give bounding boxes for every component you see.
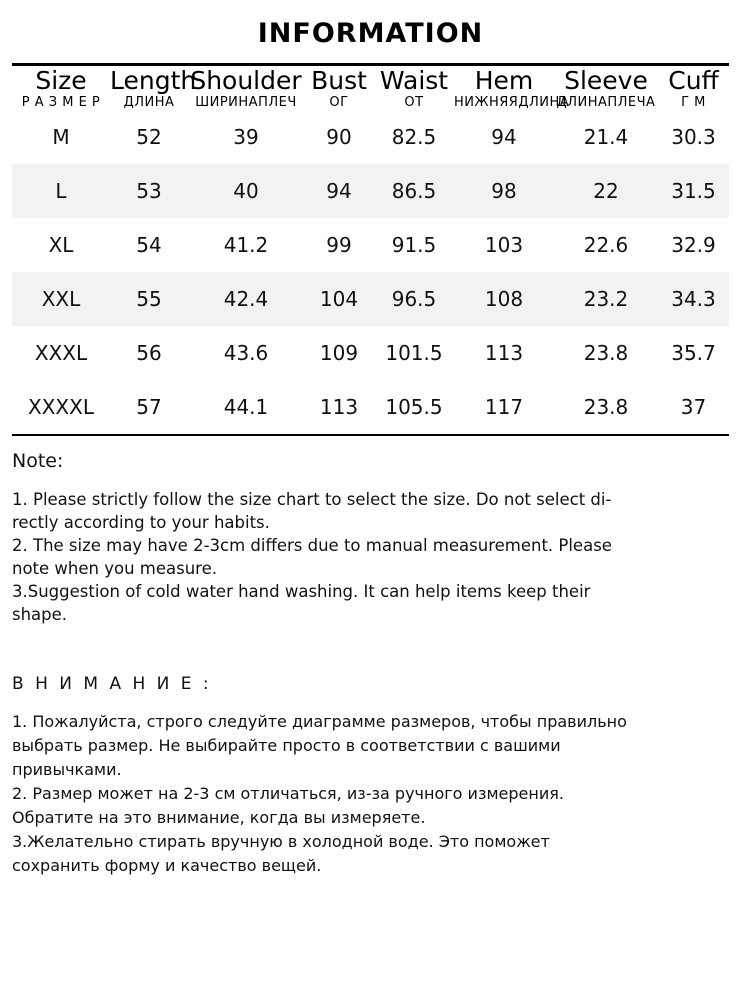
header-shoulder-ru: ШИРИНАПЛЕЧ (195, 95, 297, 110)
header-sleeve-en: Sleeve (564, 66, 648, 95)
cell-waist: 96.5 (391, 287, 437, 311)
cell-cuff: 37 (680, 395, 707, 419)
cell-shoulder: 41.2 (223, 233, 269, 257)
header-length-en: Length (110, 66, 197, 95)
cell-size: M (52, 125, 70, 149)
header-waist-en: Waist (379, 66, 449, 95)
cell-hem: 103 (484, 233, 524, 257)
table-header-ru (12, 95, 729, 110)
cell-bust: 104 (319, 287, 359, 311)
cell-sleeve: 22 (593, 179, 619, 203)
cell-hem: 98 (491, 179, 517, 203)
note-line: 1. Please strictly follow the size chart to select the size. Do not select di- (12, 490, 612, 509)
note-line-ru: 1. Пожалуйста, строго следуйте диаграмме размеров, чтобы правильно (12, 712, 627, 731)
cell-length: 56 (136, 341, 162, 365)
cell-cuff: 32.9 (671, 233, 716, 257)
cell-length: 54 (136, 233, 162, 257)
table-row (12, 380, 729, 434)
size-chart-table (12, 66, 729, 434)
header-cuff-en: Cuff (668, 66, 719, 95)
cell-size: XXXL (34, 341, 88, 365)
cell-hem: 108 (484, 287, 524, 311)
cell-cuff: 31.5 (671, 179, 716, 203)
cell-shoulder: 44.1 (223, 395, 269, 419)
cell-bust: 109 (319, 341, 359, 365)
cell-cuff: 30.3 (671, 125, 716, 149)
cell-size: XL (48, 233, 74, 257)
cell-waist: 91.5 (391, 233, 437, 257)
cell-hem: 113 (484, 341, 524, 365)
cell-sleeve: 23.2 (583, 287, 629, 311)
note-line: shape. (12, 605, 68, 624)
header-size-ru: Р А З М Е Р (21, 95, 101, 110)
page-title: INFORMATION (257, 18, 484, 49)
header-shoulder-en: Shoulder (190, 66, 302, 95)
table-row (12, 164, 729, 218)
cell-waist: 86.5 (391, 179, 437, 203)
header-hem-en: Hem (474, 66, 534, 95)
table-row (12, 110, 729, 164)
cell-shoulder: 42.4 (223, 287, 269, 311)
cell-size: XXL (41, 287, 81, 311)
cell-shoulder: 39 (233, 125, 259, 149)
note-line: 3.Suggestion of cold water hand washing. It can help items keep their (12, 582, 591, 601)
table-row (12, 272, 729, 326)
note-line: rectly according to your habits. (12, 513, 270, 532)
note-line: 2. The size may have 2-3cm differs due to manual measurement. Please (12, 536, 612, 555)
note-title-ru: В Н И М А Н И Е : (12, 674, 212, 694)
table-header-en (12, 66, 729, 95)
note-line-ru: сохранить форму и качество вещей. (12, 856, 322, 875)
table-row (12, 218, 729, 272)
note-title-en: Note: (12, 450, 64, 472)
header-hem-ru: НИЖНЯЯДЛИНА (454, 95, 570, 110)
cell-sleeve: 23.8 (583, 341, 629, 365)
cell-hem: 94 (491, 125, 517, 149)
header-length-ru: ДЛИНА (123, 95, 175, 110)
cell-bust: 99 (326, 233, 352, 257)
cell-waist: 82.5 (391, 125, 437, 149)
section-spacer (12, 626, 729, 668)
cell-bust: 94 (326, 179, 352, 203)
header-size-en: Size (35, 66, 87, 95)
note-line-ru: выбрать размер. Не выбирайте просто в соответствии с вашими (12, 736, 561, 755)
cell-waist: 105.5 (385, 395, 443, 419)
note-line-ru: привычками. (12, 760, 122, 779)
cell-shoulder: 40 (233, 179, 259, 203)
note-line-ru: 2. Размер может на 2-3 см отличаться, из-за ручного измерения. (12, 784, 564, 803)
note-line-ru: 3.Желательно стирать вручную в холодной воде. Это поможет (12, 832, 550, 851)
cell-sleeve: 21.4 (583, 125, 629, 149)
header-bust-ru: ОГ (329, 95, 349, 110)
cell-length: 55 (136, 287, 162, 311)
cell-length: 53 (136, 179, 162, 203)
cell-cuff: 35.7 (671, 341, 716, 365)
cell-waist: 101.5 (385, 341, 443, 365)
cell-size: L (55, 179, 67, 203)
cell-shoulder: 43.6 (223, 341, 269, 365)
cell-bust: 113 (319, 395, 359, 419)
cell-hem: 117 (484, 395, 524, 419)
cell-sleeve: 23.8 (583, 395, 629, 419)
cell-length: 52 (136, 125, 162, 149)
header-bust-en: Bust (311, 66, 367, 95)
header-sleeve-ru: ДЛИНАПЛЕЧА (556, 95, 656, 110)
note-line-ru: Обратите на это внимание, когда вы измеряете. (12, 808, 426, 827)
notes-section-ru (12, 668, 729, 878)
cell-size: XXXXL (28, 395, 94, 419)
table-row (12, 326, 729, 380)
header-waist-ru: ОТ (404, 95, 424, 110)
cell-sleeve: 22.6 (583, 233, 629, 257)
cell-bust: 90 (326, 125, 352, 149)
cell-cuff: 34.3 (671, 287, 716, 311)
header-cuff-ru: Г М (681, 95, 706, 110)
notes-section (12, 436, 729, 878)
cell-length: 57 (136, 395, 162, 419)
note-line: note when you measure. (12, 559, 217, 578)
